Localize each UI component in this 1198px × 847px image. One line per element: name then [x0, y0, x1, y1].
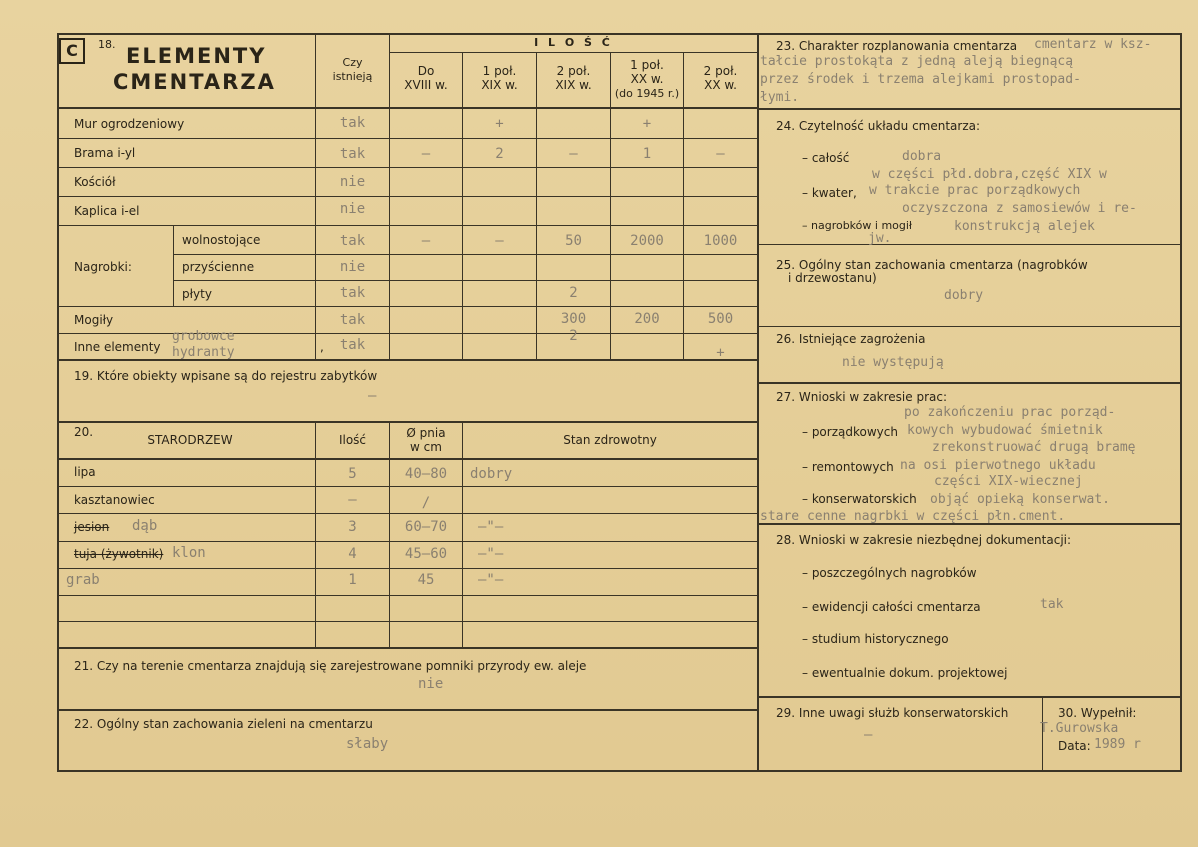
col-header-line2: XX w.: [630, 72, 664, 86]
cell-value: –: [569, 146, 578, 162]
tree-extra: dąb: [132, 518, 158, 534]
grid-line: [57, 306, 757, 307]
grid-line: [57, 513, 757, 514]
s26-label: 26. Istniejące zagrożenia: [776, 332, 926, 346]
grid-line: [462, 421, 463, 648]
s27-typed: po zakończeniu prac porząd-: [904, 405, 1116, 420]
s27-porz-label: – porządkowych: [802, 425, 898, 439]
cell-value: 50: [565, 233, 582, 249]
s18-title-line2: CMENTARZA: [113, 70, 276, 94]
grid-line: [57, 568, 757, 569]
s24-calosc-label: – całość: [802, 151, 850, 165]
row-label: Brama i-yl: [74, 146, 136, 160]
s20-number: 20.: [74, 425, 94, 439]
grid-line: [57, 647, 757, 649]
left-border: [57, 33, 59, 772]
s24-kwater-line1: w części płd.dobra,część XIX w: [872, 167, 1107, 182]
s19-label: 19. Które obiekty wpisane są do rejestru zabytków: [74, 369, 378, 383]
s20-col-stan: Stan zdrowotny: [563, 433, 657, 447]
row-label: wolnostojące: [182, 233, 261, 247]
tree-diam: 45: [417, 572, 435, 588]
s25-label-1: 25. Ogólny stan zachowania cmentarza (nagrobków: [776, 258, 1088, 272]
s24-nagrobkow-line2: konstrukcją alejek: [954, 219, 1095, 234]
s20-col-ilosc: Ilość: [338, 433, 367, 447]
row-label: Kaplica i-el: [74, 204, 140, 218]
s27-label: 27. Wnioski w zakresie prac:: [776, 390, 948, 404]
grid-line: [462, 52, 463, 360]
s30-date-value: 1989 r: [1094, 737, 1141, 752]
grid-line: [57, 225, 757, 226]
grid-line: [173, 280, 757, 281]
s27-typed: części XIX-wiecznej: [934, 474, 1083, 489]
exists-value: tak: [339, 146, 366, 162]
exists-value: tak: [339, 312, 366, 328]
cell-value: –: [421, 233, 431, 249]
s30-label: 30. Wypełnił:: [1058, 706, 1137, 720]
grid-line: [57, 138, 757, 139]
s24-label: 24. Czytelność układu cmentarza:: [776, 119, 981, 133]
grid-line: [757, 108, 1181, 110]
tree-name: tuja (żywotnik): [74, 547, 164, 561]
s18-number: 18.: [98, 38, 116, 51]
exists-value: tak: [339, 337, 366, 353]
exists-value: nie: [339, 259, 366, 275]
section-letter-box: C: [59, 38, 85, 64]
grid-line: [173, 225, 174, 306]
col-header-line1: Do: [417, 64, 435, 78]
right-border: [1180, 33, 1182, 772]
grid-line: [57, 359, 757, 361]
tree-diam: 40–80: [404, 466, 448, 482]
cell-value: –: [716, 146, 725, 162]
s25-label-2: i drzewostanu): [788, 271, 877, 285]
s23-line: cmentarz w ksz-: [1034, 37, 1152, 52]
exists-value: nie: [339, 174, 366, 190]
tree-diam: 60–70: [404, 519, 448, 535]
ilosc-header: I L O Ś Ć: [534, 36, 613, 49]
col-header-line2: XIX w.: [555, 78, 592, 92]
s21-label: 21. Czy na terenie cmentarza znajdują się zarejestrowane pomniki przyrody ew. aleje: [74, 659, 587, 673]
tree-count: 3: [348, 519, 357, 535]
s20-col-pnia-1: Ø pnia: [406, 426, 446, 440]
s27-rem-label: – remontowych: [802, 460, 894, 474]
grid-line: [757, 326, 1181, 327]
col-exists-header-1: Czy: [342, 56, 363, 69]
s23-label: 23. Charakter rozplanowania cmentarza: [776, 39, 1018, 53]
grid-line: [757, 382, 1181, 384]
col-header-line2: XVIII w.: [404, 78, 448, 92]
exists-value: tak: [339, 115, 366, 131]
grid-line: [57, 196, 757, 197]
grid-line: [57, 621, 757, 622]
tree-state: –"–: [478, 546, 504, 562]
col-header-line3: (do 1945 r.): [614, 87, 680, 100]
s27-typed: kowych wybudować śmietnik: [907, 423, 1103, 438]
grid-line: [57, 486, 757, 487]
grid-line: [389, 52, 757, 53]
tree-state: dobry: [470, 466, 513, 482]
cell-value: 2: [495, 146, 504, 162]
tree-diam: /: [421, 495, 431, 511]
cell-value: 2000: [630, 233, 664, 249]
s24-nagrobkow-line3: jw.: [868, 231, 892, 246]
s23-line: przez środek i trzema alejkami prostopad-: [760, 72, 1081, 87]
tree-state: –"–: [478, 572, 504, 588]
col-header-line1: 1 poł.: [630, 58, 664, 72]
exists-value: nie: [339, 201, 366, 217]
s26-value: nie występują: [842, 355, 944, 370]
s21-value: nie: [418, 676, 444, 692]
s24-kwater-line2: w trakcie prac porządkowych: [869, 183, 1081, 198]
s27-typed: na osi pierwotnego układu: [900, 458, 1096, 473]
s30-name: T.Gurowska: [1040, 721, 1119, 736]
tree-count: 1: [348, 572, 357, 588]
cell-value: 1000: [703, 233, 738, 249]
s24-calosc-value: dobra: [902, 149, 942, 164]
grid-line: [57, 107, 757, 109]
row-label: płyty: [182, 287, 212, 301]
s27-kons-label: – konserwatorskich: [802, 492, 917, 506]
s23-line: łymi.: [760, 90, 800, 105]
bottom-border: [57, 770, 1181, 772]
s24-kwater-label: – kwater,: [802, 186, 857, 200]
cell-value: –: [421, 146, 431, 162]
grid-line: [757, 244, 1181, 245]
s24-nagrobkow-line1: oczyszczona z samosiewów i re-: [902, 201, 1137, 216]
tree-name: lipa: [74, 465, 96, 479]
s19-value: –: [368, 388, 377, 404]
col-header-line1: 2 poł.: [556, 64, 591, 78]
cell-value: –: [495, 233, 504, 249]
inne-comma: ,: [320, 340, 324, 354]
tree-name: jesion: [74, 520, 110, 534]
col-exists-header-2: istnieją: [332, 70, 373, 83]
cell-value: 300: [560, 311, 587, 327]
cell-value: 200: [634, 311, 660, 327]
grid-line: [57, 458, 757, 460]
grid-line: [757, 696, 1181, 698]
s28-ewidencji-value: tak: [1040, 597, 1064, 612]
grid-line: [57, 333, 757, 334]
col-header-line2: XIX w.: [481, 78, 518, 92]
nagrobki-label: Nagrobki:: [74, 260, 132, 274]
grid-line: [57, 541, 757, 542]
tree-name: kasztanowiec: [74, 493, 155, 507]
row-label: przyścienne: [182, 260, 255, 274]
col-header-line2: XX w.: [704, 78, 737, 92]
grid-line: [57, 167, 757, 168]
col-header-line1: 1 poł.: [482, 64, 517, 78]
cell-value: +: [716, 345, 725, 361]
s20-title: STARODRZEW: [147, 433, 233, 447]
exists-value: tak: [339, 285, 366, 301]
s27-typed: stare cenne nagrbki w części płn.cment.: [760, 509, 1066, 524]
tree-count: 4: [348, 546, 357, 562]
row-label: Kościół: [74, 175, 116, 189]
center-divider: [757, 33, 759, 772]
inne-typed-1: grobowce: [172, 329, 235, 344]
cell-value: 2: [569, 328, 578, 344]
s25-value: dobry: [944, 288, 984, 303]
cell-value: +: [495, 116, 504, 132]
cell-value: 2: [569, 285, 578, 301]
s22-value: słaby: [346, 736, 389, 752]
tree-extra: klon: [172, 545, 206, 561]
row-label: Mogiły: [74, 313, 114, 327]
tree-diam: 45–60: [404, 546, 448, 562]
grid-line: [57, 595, 757, 596]
tree-extra: grab: [66, 572, 100, 588]
grid-line: [57, 709, 757, 711]
tree-state: –"–: [478, 519, 504, 535]
s28-item: – ewentualnie dokum. projektowej: [802, 666, 1008, 680]
cell-value: 500: [707, 311, 734, 327]
row-label: Inne elementy: [74, 340, 161, 354]
grid-line: [173, 254, 757, 255]
cell-value: 1: [642, 146, 652, 162]
row-label: Mur ogrodzeniowy: [74, 117, 185, 131]
exists-value: tak: [339, 233, 366, 249]
col-header-line1: 2 poł.: [703, 64, 738, 78]
tree-count: 5: [348, 466, 357, 482]
s30-date-label: Data:: [1058, 739, 1091, 753]
s28-label: 28. Wnioski w zakresie niezbędnej dokumentacji:: [776, 533, 1072, 547]
s20-col-pnia-2: w cm: [410, 440, 442, 454]
inne-typed-2: hydranty: [172, 345, 235, 360]
grid-line: [57, 421, 757, 423]
s22-label: 22. Ogólny stan zachowania zieleni na cmentarzu: [74, 717, 373, 731]
s29-value: –: [864, 727, 873, 743]
s18-title-line1: ELEMENTY: [126, 44, 267, 68]
s28-item: – ewidencji całości cmentarza: [802, 600, 981, 614]
s28-item: – studium historycznego: [802, 632, 949, 646]
top-border: [57, 33, 1181, 35]
tree-count: –: [348, 492, 357, 508]
s28-item: – poszczególnych nagrobków: [802, 566, 977, 580]
s27-typed: objąć opieką konserwat.: [930, 492, 1111, 507]
s23-line: tałcie prostokąta z jedną aleją biegnącą: [760, 54, 1074, 69]
cell-value: +: [642, 116, 652, 132]
s27-typed: zrekonstruować drugą bramę: [932, 440, 1136, 455]
s29-label: 29. Inne uwagi służb konserwatorskich: [776, 706, 1009, 720]
s24-nagrobkow-label: – nagrobków i mogił: [802, 219, 913, 232]
